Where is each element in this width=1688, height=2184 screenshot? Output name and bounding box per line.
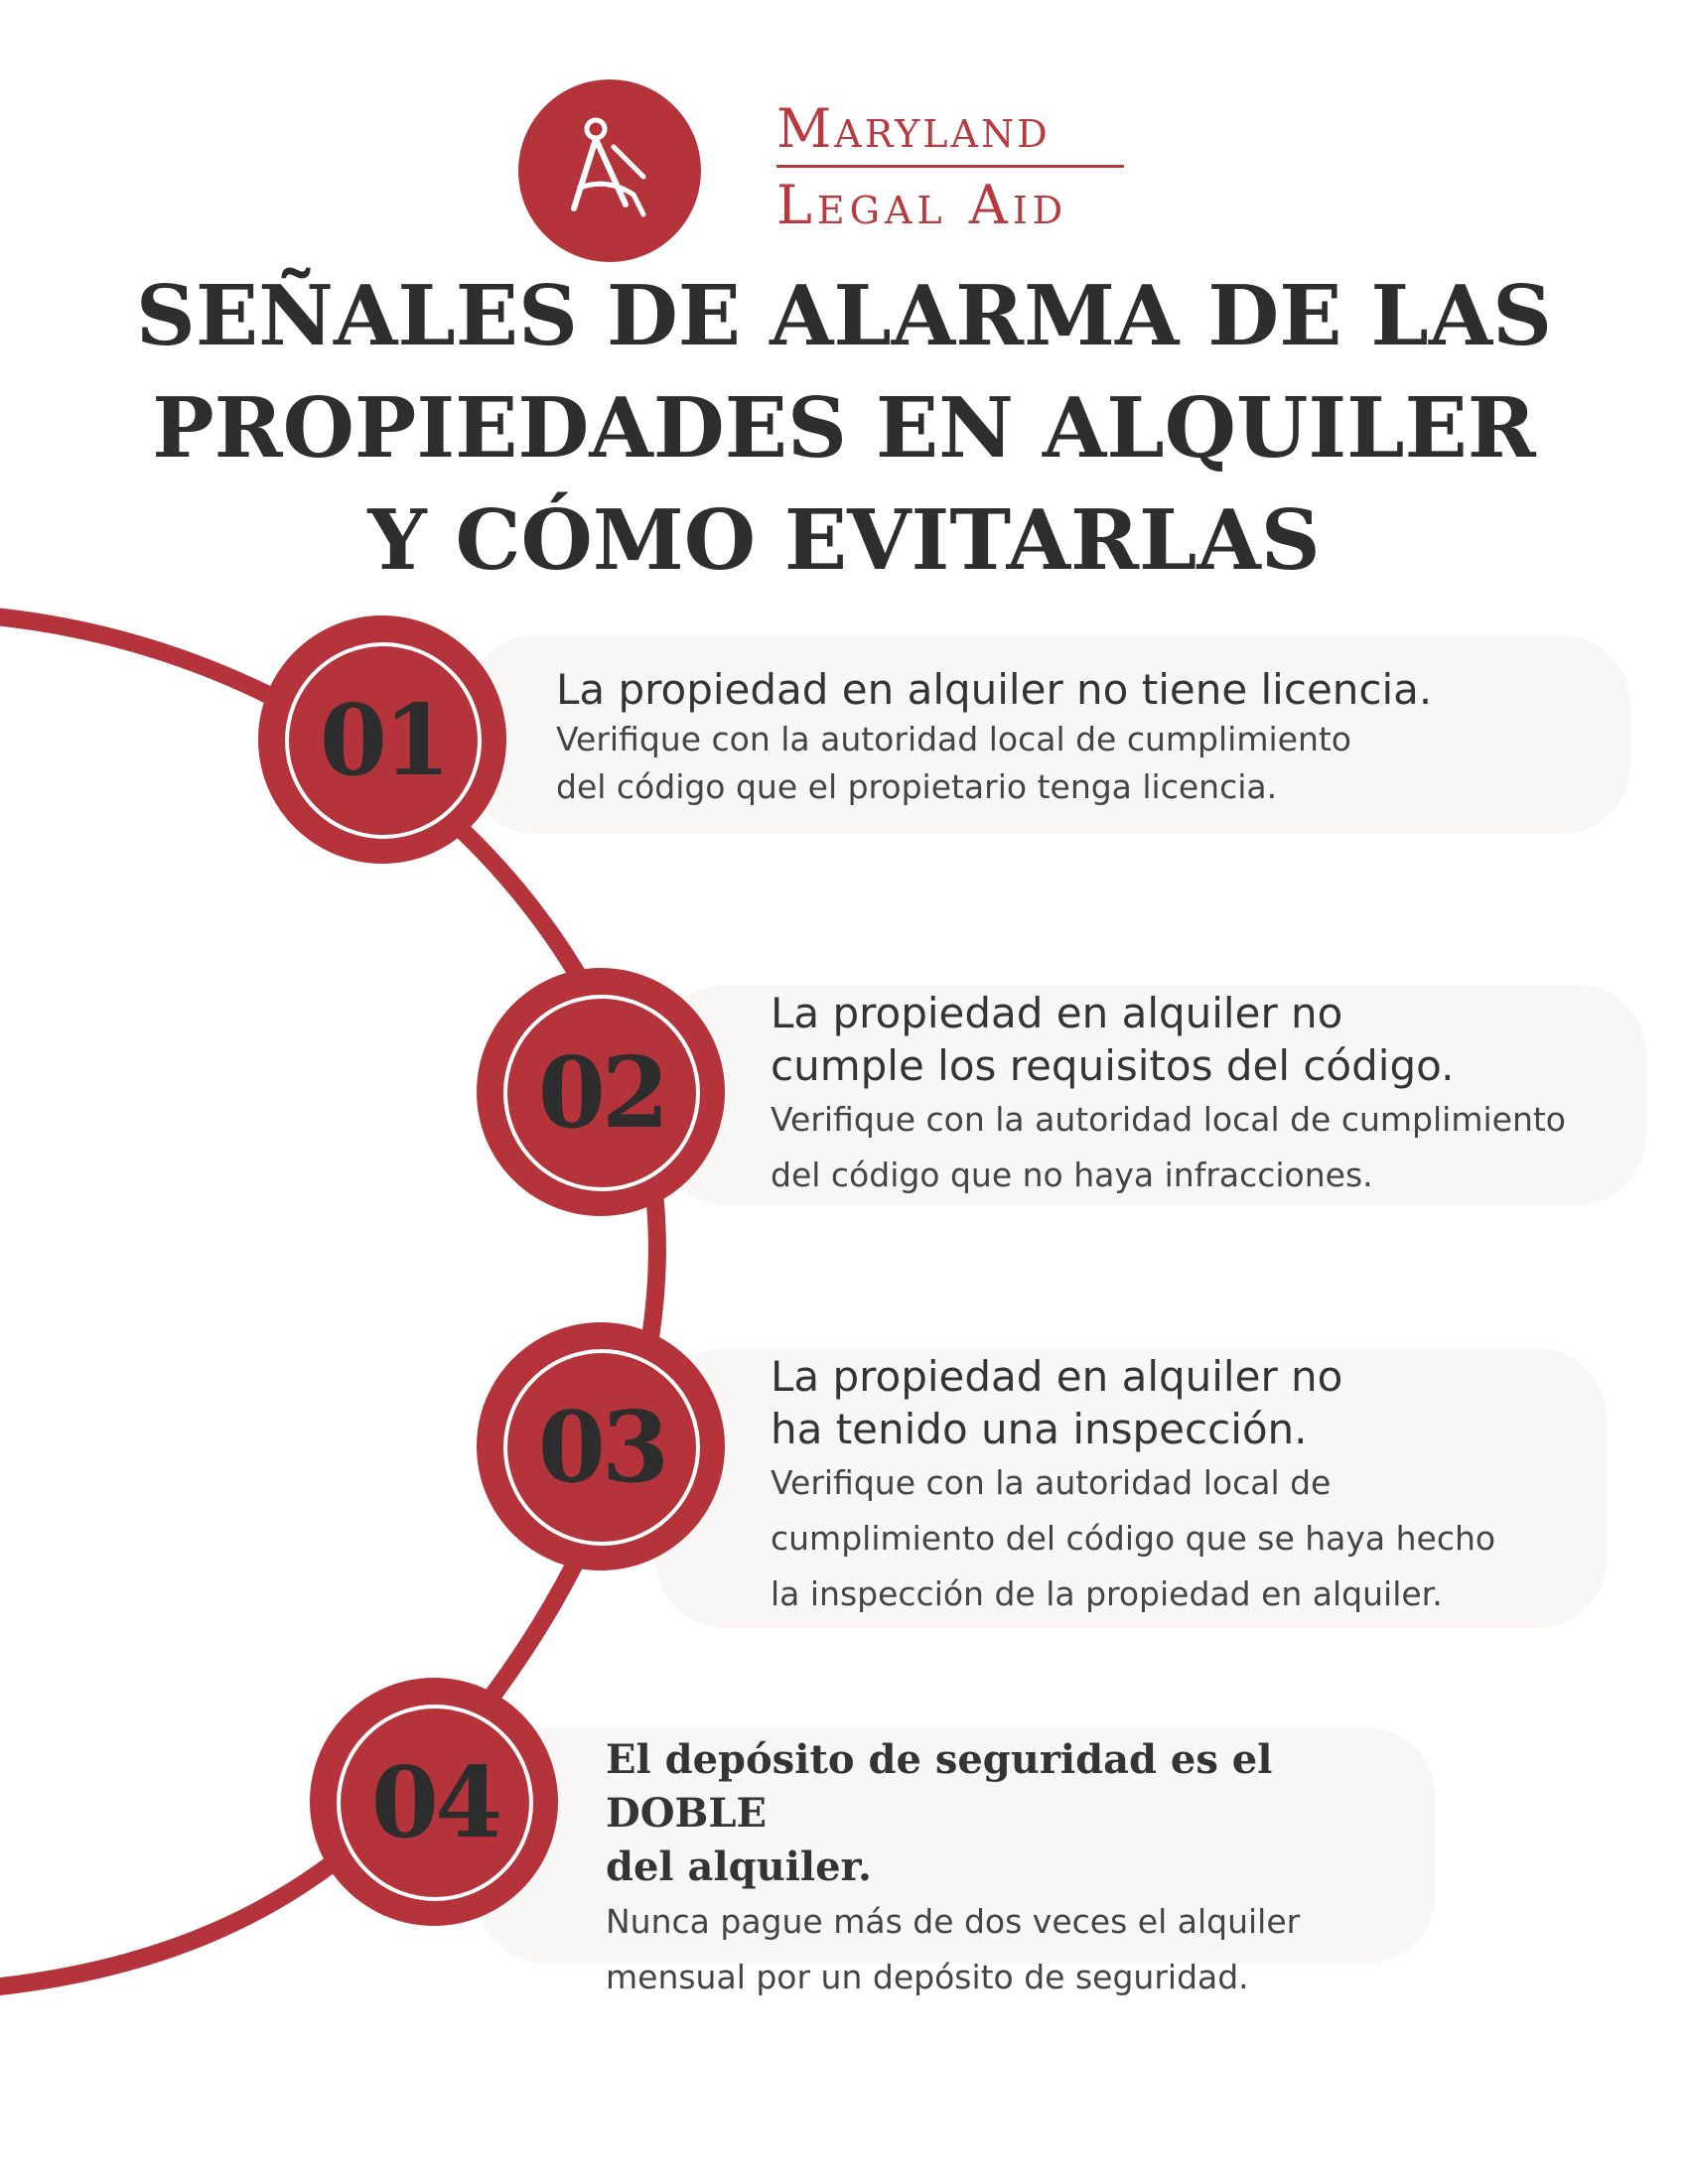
step-badge-2 [477, 968, 725, 1216]
step-badge-1-ring [285, 642, 482, 839]
item-2-text [771, 987, 1644, 1203]
item-4-text [606, 1733, 1430, 2005]
step-badge-1 [258, 615, 506, 864]
page-title-line3: Y CÓMO EVITARLAS [367, 491, 1321, 589]
step-badge-4-ring [337, 1705, 533, 1901]
item-1-body-line2: del código que el propietario tenga licencia. [556, 767, 1278, 806]
item-4-title-line2: del alquiler. [606, 1843, 872, 1890]
step-badge-3 [477, 1322, 725, 1570]
brand-name-line1: Maryland [776, 97, 1051, 160]
item-3-title-line2: ha tenido una inspección. [771, 1405, 1308, 1453]
item-1-text [556, 663, 1628, 811]
item-2-title-line1: La propiedad en alquiler no [771, 989, 1343, 1037]
page-title-line2: PROPIEDADES EN ALQUILER [152, 379, 1536, 477]
item-1-title: La propiedad en alquiler no tiene licencia. [556, 665, 1433, 714]
item-2-title-line2: cumple los requisitos del código. [771, 1041, 1455, 1090]
item-3-body-line1: Verifique con la autoridad local de [771, 1463, 1332, 1502]
step-badge-3-ring [503, 1349, 700, 1546]
step-number-2: 02 [537, 1035, 666, 1151]
item-2-body-line1: Verifique con la autoridad local de cumplimiento [771, 1100, 1566, 1139]
item-3-body-line3: la inspección de la propiedad en alquiler. [771, 1574, 1443, 1613]
page-title-line1: SEÑALES DE ALARMA DE LAS [135, 267, 1553, 364]
step-badge-2-ring [503, 995, 700, 1191]
item-3-text [771, 1350, 1605, 1622]
item-2-body-line2: del código que no haya infracciones. [771, 1156, 1373, 1194]
item-4-body-line2: mensual por un depósito de seguridad. [606, 1958, 1249, 1996]
step-number-3: 03 [537, 1390, 666, 1505]
step-number-1: 01 [319, 683, 448, 798]
brand-name-line2: Legal Aid [776, 174, 1068, 236]
item-4-body-line1: Nunca pague más de dos veces el alquiler [606, 1902, 1301, 1941]
item-1-body-line1: Verifique con la autoridad local de cumplimiento [556, 720, 1351, 758]
item-4-title-line1: El depósito de seguridad es el DOBLE [606, 1736, 1273, 1837]
step-number-4: 04 [370, 1745, 499, 1860]
step-badge-4 [310, 1678, 558, 1926]
item-3-body-line2: cumplimiento del código que se haya hecho [771, 1519, 1496, 1558]
item-3-title-line1: La propiedad en alquiler no [771, 1352, 1343, 1401]
